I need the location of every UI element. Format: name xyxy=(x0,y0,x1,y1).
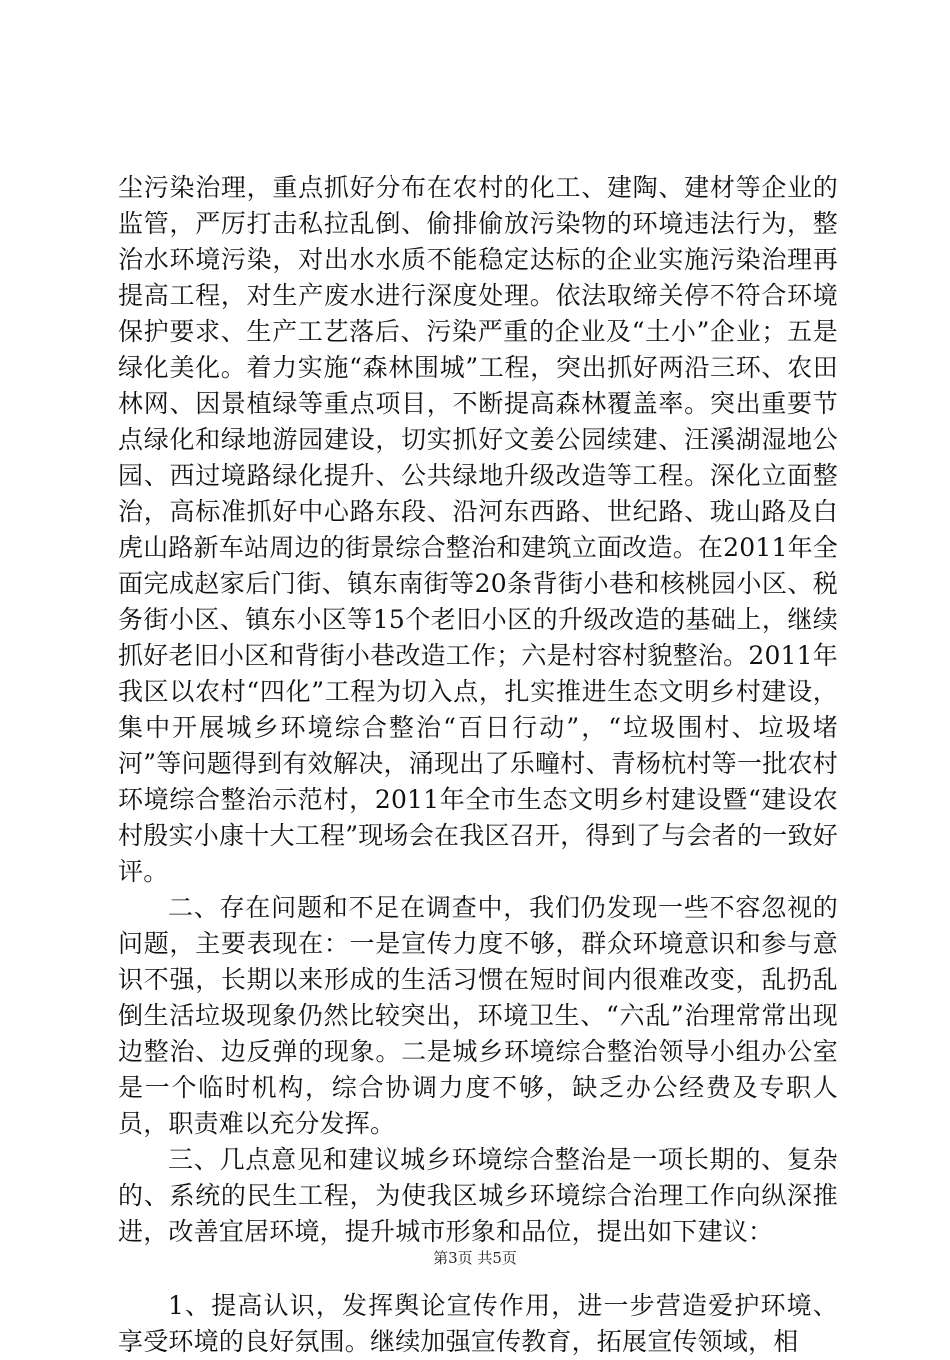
paragraph-item-one: 1、提高认识，发挥舆论宣传作用，进一步营造爱护环境、享受环境的良好氛围。继续加强宣传教育，拓展宣传领域，相 xyxy=(118,1291,838,1356)
paragraph-continuation: 尘污染治理，重点抓好分布在农村的化工、建陶、建材等企业的监管，严厉打击私拉乱倒、偷排偷放污染物的环境违法行为，整治水环境污染，对出水水质不能稳定达标的企业实施污染治理再提高工程，对生产废水进行深度处理。依法取缔关停不符合环境保护要求、生产工艺落后、污染严重的企业及“土小”企业；五是绿化美化。着力实施“森林围城”工程，突出抓好两沿三环、农田林网、因景植绿等重点项目，不断提高森林覆盖率。突出重要节点绿化和绿地游园建设，切实抓好文姜公园续建、汪溪湖湿地公园、西过境路绿化提升、公共绿地升级改造等工程。深化立面整治，高标准抓好中心路东段、沿河东西路、世纪路、珑山路及白虎山路新车站周边的街景综合整治和建筑立面改造。在2011年全面完成赵家后门街、镇东南街等20条背街小巷和核桃园小区、税务街小区、镇东小区等15个老旧小区的升级改造的基础上，继续抓好老旧小区和背街小巷改造工作；六是村容村貌整治。2011年我区以农村“四化”工程为切入点，扎实推进生态文明乡村建设，集中开展城乡环境综合整治“百日行动”，“垃圾围村、垃圾堵河”等问题得到有效解决，涌现出了乐疃村、青杨杭村等一批农村环境综合整治示范村，2011年全市生态文明乡村建设暨“建设农村殷实小康十大工程”现场会在我区召开，得到了与会者的一致好评。 xyxy=(118,173,838,886)
paragraph-section-two: 二、存在问题和不足在调查中，我们仍发现一些不容忽视的问题，主要表现在：一是宣传力度不够，群众环境意识和参与意识不强，长期以来形成的生活习惯在短时间内很难改变，乱扔乱倒生活垃圾现象仍然比较突出，环境卫生、“六乱”治理常常出现边整治、边反弹的现象。二是城乡环境综合整治领导小组办公室是一个临时机构，综合协调力度不够，缺乏办公经费及专职人员，职责难以充分发挥。 xyxy=(118,893,838,1138)
paragraph-section-three: 三、几点意见和建议城乡环境综合整治是一项长期的、复杂的、系统的民生工程，为使我区城乡环境综合治理工作向纵深推进，改善宜居环境，提升城市形象和品位，提出如下建议： xyxy=(118,1145,838,1246)
page-footer: 第3页 共5页 xyxy=(433,1249,517,1267)
document-body xyxy=(118,170,838,1360)
